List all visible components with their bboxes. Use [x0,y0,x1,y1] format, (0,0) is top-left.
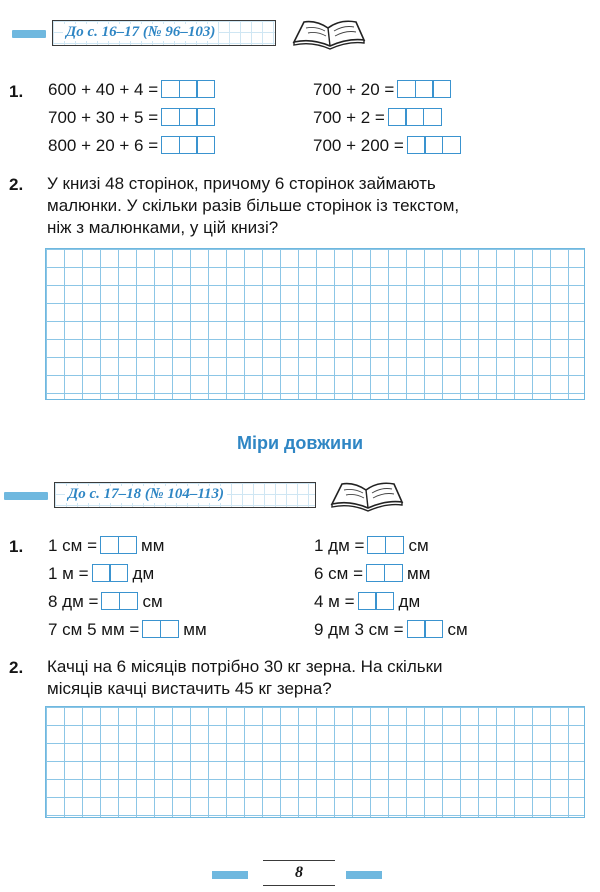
answer-cells[interactable] [92,564,127,587]
answer-cells[interactable] [367,536,402,559]
equation-row [48,80,214,103]
problem-line: ніж з малюнками, у цій книзі? [47,218,279,237]
equation-text: 600 + 40 + 4 = [48,80,159,99]
answer-cells[interactable] [358,592,393,615]
conversion-row [48,592,163,615]
unit-label: см [408,536,429,555]
accent-dash [346,871,382,879]
equation-text: 700 + 20 = [313,80,395,99]
unit-label: см [142,592,163,611]
conversion-text: 6 см = [314,564,364,583]
answer-cells[interactable] [161,136,214,159]
section-title: Міри довжини [236,433,364,453]
equation-text: 700 + 30 + 5 = [48,108,159,127]
conversion-text: 1 м = [48,564,89,583]
equation-row [313,80,450,103]
conversion-row [314,564,430,587]
reference-label: До с. 16–17 (№ 96–103) [63,24,218,41]
unit-label: мм [183,620,207,639]
conversion-text: 1 см = [48,536,98,555]
page-number: 8 [263,860,335,886]
problem-line: Качці на 6 місяців потрібно 30 кг зерна. На скільки [47,657,443,676]
problem-line: У книзі 48 сторінок, причому 6 сторінок займають [47,174,436,193]
answer-cells[interactable] [388,108,441,131]
equation-text: 700 + 200 = [313,136,404,155]
unit-label: дм [132,564,155,583]
unit-label: см [447,620,468,639]
answer-cells[interactable] [142,620,177,643]
conversion-text: 8 дм = [48,592,99,611]
unit-label: мм [141,536,165,555]
task-number: 2. [9,175,24,194]
reference-bar-2 [0,478,420,512]
equation-row [313,108,440,131]
open-book-icon [290,16,368,50]
open-book-icon [328,478,406,512]
answer-cells[interactable] [161,108,214,131]
task-number: 1. [9,537,24,556]
problem-text [47,656,587,700]
equation-row [48,136,214,159]
conversion-row [314,592,420,615]
answer-cells[interactable] [101,592,136,615]
accent-dash [212,871,248,879]
accent-dash [12,30,46,38]
unit-label: мм [407,564,431,583]
answer-cells[interactable] [161,80,214,103]
equation-text: 800 + 20 + 6 = [48,136,159,155]
answer-cells[interactable] [397,80,450,103]
conversion-row [48,564,154,587]
answer-cells[interactable] [100,536,135,559]
conversion-row [48,620,207,643]
equation-row [313,136,459,159]
reference-bar-1 [0,16,420,50]
reference-label: До с. 17–18 (№ 104–113) [65,486,227,503]
unit-label: дм [398,592,421,611]
conversion-row [314,620,468,643]
problem-text [47,173,587,239]
conversion-row [314,536,429,559]
equation-row [48,108,214,131]
problem-line: місяців качці вистачить 45 кг зерна? [47,679,332,698]
equation-text: 700 + 2 = [313,108,385,127]
problem-line: малюнки. У скільки разів більше сторінок із текстом, [47,196,460,215]
reference-box [52,20,276,46]
conversion-text: 7 см 5 мм = [48,620,140,639]
answer-cells[interactable] [407,620,442,643]
conversion-text: 1 дм = [314,536,365,555]
conversion-row [48,536,164,559]
task-number: 2. [9,658,24,677]
conversion-text: 4 м = [314,592,355,611]
answer-cells[interactable] [366,564,401,587]
answer-grid[interactable] [45,248,585,400]
answer-cells[interactable] [407,136,460,159]
accent-dash [4,492,48,500]
conversion-text: 9 дм 3 см = [314,620,404,639]
task-number: 1. [9,82,24,101]
answer-grid[interactable] [45,706,585,818]
reference-box [54,482,316,508]
